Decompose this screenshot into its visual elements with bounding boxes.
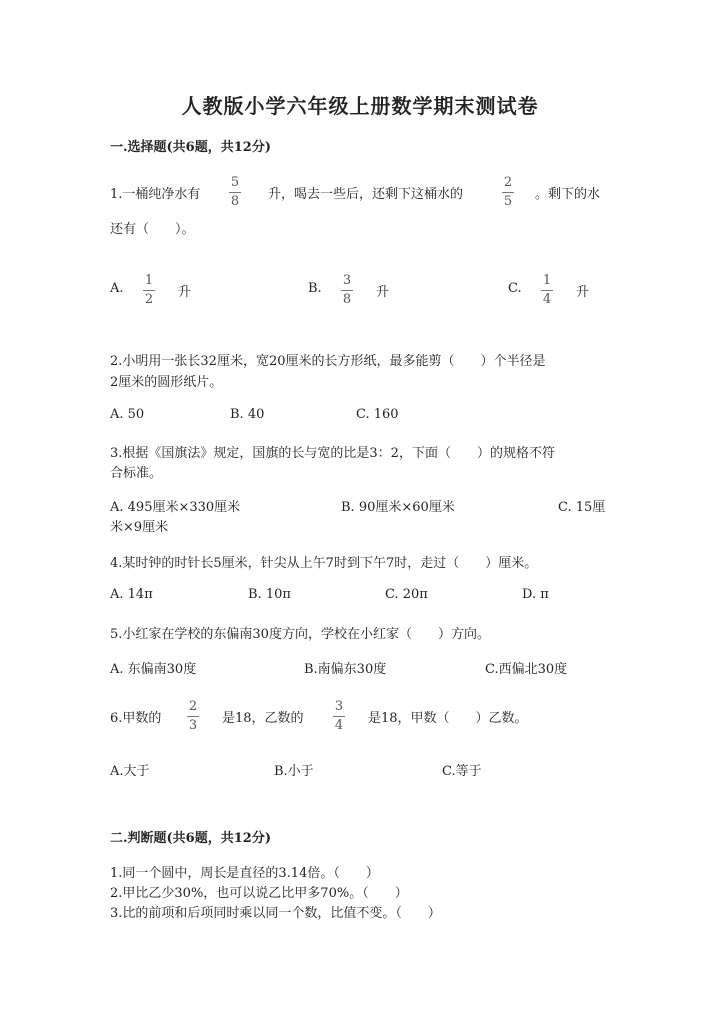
fraction-numerator: 2 — [188, 699, 198, 714]
q5-option-c[interactable]: C.西偏北30度 — [485, 662, 568, 677]
q2-option-c[interactable]: C. 160 — [356, 407, 399, 422]
q6-option-b[interactable]: B.小于 — [274, 764, 314, 779]
fraction-bar — [143, 290, 155, 291]
fraction-numerator: 1 — [144, 273, 154, 288]
q1-option-a-unit: 升 — [178, 285, 192, 300]
fraction-bar — [333, 716, 345, 717]
q1-option-c-label[interactable]: C. — [508, 281, 522, 296]
q1-text-post: 。剩下的水 — [535, 187, 601, 202]
q1-text-pre: 1.一桶纯净水有 — [110, 187, 201, 202]
q1-text-line2: 还有（ ）。 — [110, 222, 195, 237]
q2-text-line2: 2厘米的圆形纸片。 — [110, 375, 223, 390]
q1-option-a-label[interactable]: A. — [110, 281, 124, 296]
q4-option-c[interactable]: C. 20π — [385, 587, 428, 602]
fraction-bar — [341, 290, 353, 291]
fraction-bar — [502, 192, 514, 193]
section-heading-judgment: 二.判断题(共6题，共12分) — [110, 831, 271, 846]
q2-option-a[interactable]: A. 50 — [110, 407, 145, 422]
fraction-denominator: 4 — [334, 718, 344, 733]
fraction-numerator: 3 — [334, 699, 344, 714]
judgment-item-3: 3.比的前项和后项同时乘以同一个数，比值不变。（ ） — [110, 906, 441, 921]
q3-text-line1: 3.根据《国旗法》规定，国旗的长与宽的比是3：2，下面（ ）的规格不符 — [110, 446, 555, 461]
judgment-item-1: 1.同一个圆中，周长是直径的3.14倍。（ ） — [110, 866, 379, 881]
q3-option-c-continued: 米×9厘米 — [110, 520, 169, 535]
fraction-denominator: 8 — [230, 194, 240, 209]
fraction-bar — [541, 290, 553, 291]
q1-option-b-fraction[interactable] — [341, 274, 353, 307]
q5-option-a[interactable]: A. 东偏南30度 — [110, 662, 197, 677]
fraction-numerator: 2 — [503, 175, 513, 190]
judgment-item-2: 2.甲比乙少30%，也可以说乙比甲多70%。（ ） — [110, 886, 408, 901]
q1-option-b-unit: 升 — [376, 285, 390, 300]
q1-fraction-1 — [229, 176, 241, 209]
q1-option-b-label[interactable]: B. — [308, 281, 322, 296]
q2-text-line1: 2.小明用一张长32厘米，宽20厘米的长方形纸，最多能剪（ ）个半径是 — [110, 354, 546, 369]
fraction-bar — [187, 716, 199, 717]
q5-text-line1: 5.小红家在学校的东偏南30度方向，学校在小红家（ ）方向。 — [110, 627, 490, 642]
q3-text-line2: 合标准。 — [110, 466, 163, 481]
q3-option-b[interactable]: B. 90厘米×60厘米 — [341, 500, 455, 515]
q6-text-pre: 6.甲数的 — [110, 711, 162, 726]
fraction-bar — [229, 192, 241, 193]
q6-fraction-1 — [187, 700, 199, 733]
q1-option-c-unit: 升 — [576, 285, 590, 300]
q4-option-a[interactable]: A. 14π — [110, 587, 153, 602]
fraction-denominator: 2 — [144, 292, 154, 307]
q4-text-line1: 4.某时钟的时针长5厘米，针尖从上午7时到下午7时，走过（ ）厘米。 — [110, 556, 538, 571]
q6-fraction-2 — [333, 700, 345, 733]
page-title: 人教版小学六年级上册数学期末测试卷 — [181, 94, 539, 118]
q3-option-a[interactable]: A. 495厘米×330厘米 — [110, 500, 241, 515]
fraction-denominator: 8 — [342, 292, 352, 307]
q2-option-b[interactable]: B. 40 — [230, 407, 265, 422]
q5-option-b[interactable]: B.南偏东30度 — [304, 662, 387, 677]
q6-text-mid: 是18，乙数的 — [222, 711, 304, 726]
q6-option-a[interactable]: A.大于 — [110, 764, 150, 779]
q6-option-c[interactable]: C.等于 — [442, 764, 482, 779]
q4-option-b[interactable]: B. 10π — [248, 587, 291, 602]
fraction-denominator: 4 — [542, 292, 552, 307]
q3-option-c[interactable]: C. 15厘 — [558, 500, 606, 515]
fraction-numerator: 5 — [230, 175, 240, 190]
q6-text-post: 是18，甲数（ ）乙数。 — [368, 711, 528, 726]
fraction-numerator: 1 — [542, 273, 552, 288]
q4-option-d[interactable]: D. π — [522, 587, 549, 602]
q1-text-mid: 升，喝去一些后，还剩下这桶水的 — [268, 187, 464, 202]
q1-option-c-fraction[interactable] — [541, 274, 553, 307]
fraction-numerator: 3 — [342, 273, 352, 288]
fraction-denominator: 3 — [188, 718, 198, 733]
q1-option-a-fraction[interactable] — [143, 274, 155, 307]
q1-fraction-2 — [502, 176, 514, 209]
section-heading-choice: 一.选择题(共6题，共12分) — [110, 140, 271, 155]
fraction-denominator: 5 — [503, 194, 513, 209]
